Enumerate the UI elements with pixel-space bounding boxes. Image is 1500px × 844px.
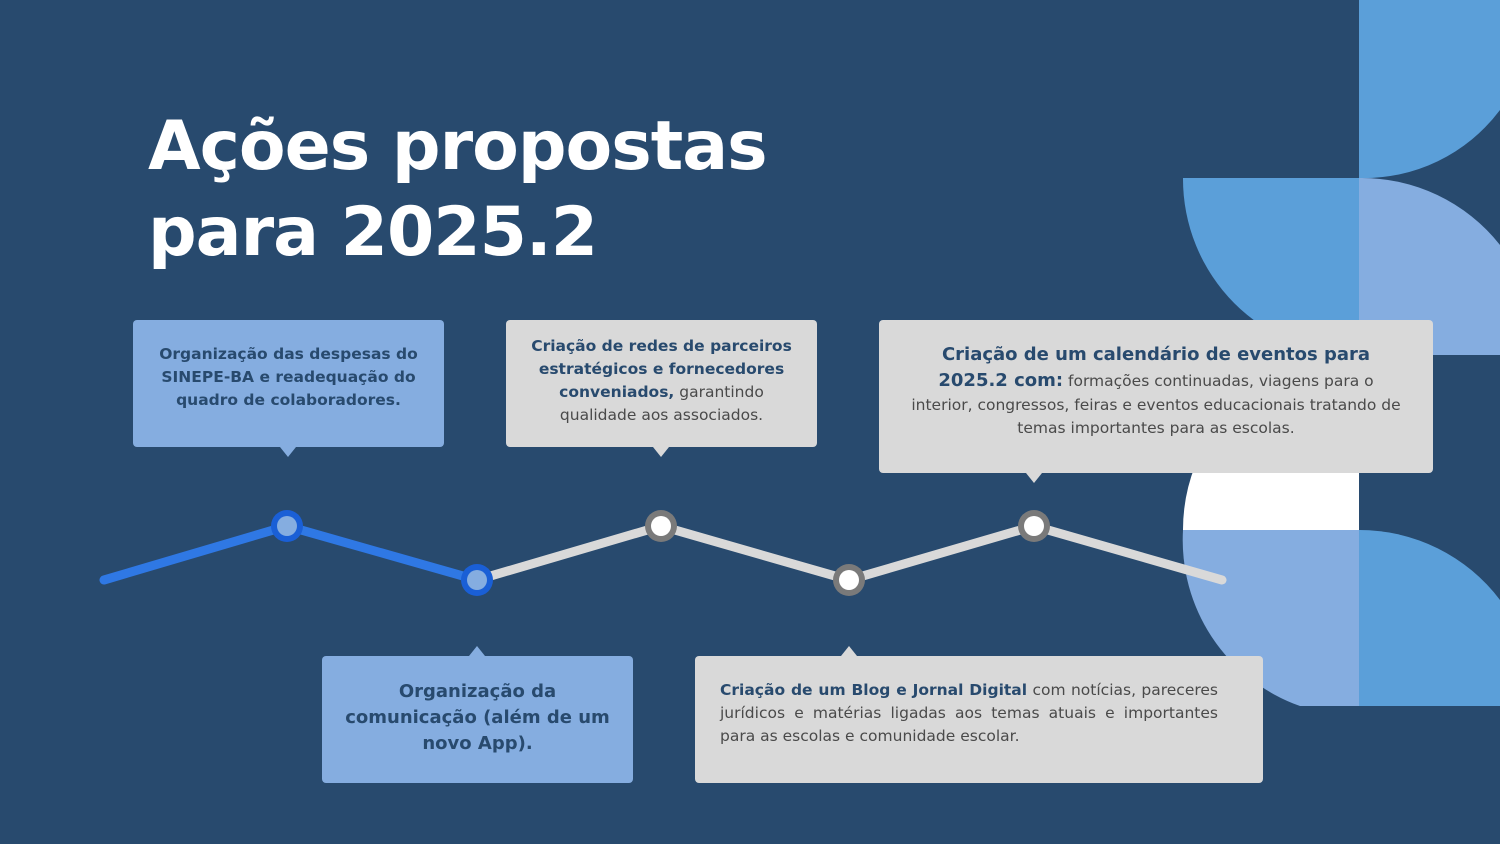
card-blog (695, 656, 1263, 783)
timeline-milestone-4 (833, 564, 865, 596)
card-blog-pointer (841, 646, 857, 656)
card-calendar (879, 320, 1433, 473)
card-expenses (133, 320, 444, 447)
card-calendar-normal: formações continuadas, viagens para o interior, congressos, feiras e eventos educacionais tratando de temas importantes para as escolas. (911, 372, 1401, 437)
timeline-milestone-2 (461, 564, 493, 596)
title-line-1: Ações propostas (148, 107, 767, 186)
card-partners (506, 320, 817, 447)
timeline-milestone-1 (271, 510, 303, 542)
card-blog-bold: Criação de um Blog e Jornal Digital (720, 681, 1028, 699)
card-calendar-bold: Criação de um calendário de eventos para 2025.2 com: (938, 344, 1371, 391)
card-calendar-pointer (1026, 473, 1042, 483)
title-line-2: para 2025.2 (148, 193, 598, 272)
card-partners-bold: Criação de redes de parceiros estratégicos e fornecedores conveniados, (531, 337, 792, 401)
card-communication-text: Organização da comunicação (além de um novo App). (345, 681, 610, 754)
card-communication-pointer (469, 646, 485, 656)
timeline-milestone-5 (1018, 510, 1050, 542)
card-communication (322, 656, 633, 783)
card-blog-normal: com notícias, pareceres jurídicos e matérias ligadas aos temas atuais e importantes para as escolas e comunidade escolar. (720, 681, 1219, 745)
card-expenses-pointer (280, 447, 296, 457)
card-partners-pointer (653, 447, 669, 457)
timeline-milestone-3 (645, 510, 677, 542)
card-partners-normal: garantindo qualidade aos associados. (559, 383, 764, 424)
card-expenses-text: Organização das despesas do SINEPE-BA e readequação do quadro de colaboradores. (159, 345, 418, 409)
